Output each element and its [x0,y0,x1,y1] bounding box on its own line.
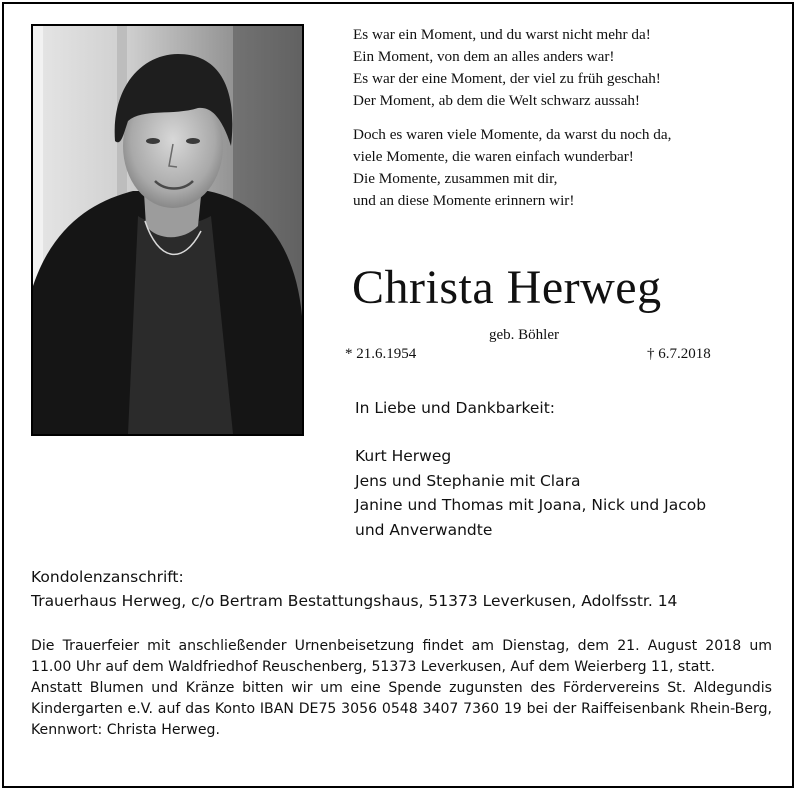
mourner: und Anverwandte [355,520,493,539]
deceased-name: Christa Herweg [352,261,662,314]
portrait-image [33,26,302,434]
birth-name: geb. Böhler [489,327,559,343]
birth-date: * 21.6.1954 [345,346,417,362]
poem-line: Die Momente, zusammen mit dir, [353,170,558,187]
mourner: Jens und Stephanie mit Clara [355,471,581,490]
poem-line: und an diese Momente erinnern wir! [353,192,575,209]
portrait-photo [31,24,304,436]
thanks-heading: In Liebe und Dankbarkeit: [355,399,556,417]
poem-line: viele Momente, die waren einfach wunderbar! [353,148,634,165]
poem-stanza-2 [353,124,783,212]
mourners-list [355,444,706,542]
donation-text: Anstatt Blumen und Kränze bitten wir um eine Spende zugunsten des Fördervereins St. Aldegundis Kindergarten e.V. auf das Konto IBAN DE75 3056 0548 3407 7360 19 bei der Raiffeisenbank Rhein-Berg, Kennwort: Christa Herweg. [31,680,772,738]
poem-line: Der Moment, ab dem die Welt schwarz aussah! [353,92,640,109]
poem-line: Ein Moment, von dem an alles anders war! [353,48,615,65]
poem [353,24,783,224]
poem-stanza-1 [353,24,783,112]
poem-line: Doch es waren viele Momente, da warst du noch da, [353,126,672,143]
death-date: † 6.7.2018 [647,346,711,362]
poem-line: Es war ein Moment, und du warst nicht mehr da! [353,26,651,43]
poem-line: Es war der eine Moment, der viel zu früh geschah! [353,70,661,87]
condolence-address [31,565,677,613]
funeral-text: Die Trauerfeier mit anschließender Urnenbeisetzung findet am Dienstag, dem 21. August 2018 um 11.00 Uhr auf dem Waldfriedhof Reuschenberg, 51373 Leverkusen, Auf dem Weierberg 11, statt. [31,638,772,675]
service-info [31,636,772,741]
mourner: Kurt Herweg [355,447,452,465]
condolence-address-text: Trauerhaus Herweg, c/o Bertram Bestattungshaus, 51373 Leverkusen, Adolfsstr. 14 [31,592,678,610]
mourner: Janine und Thomas mit Joana, Nick und Jacob [355,496,707,514]
condolence-label: Kondolenzanschrift: [31,568,184,586]
